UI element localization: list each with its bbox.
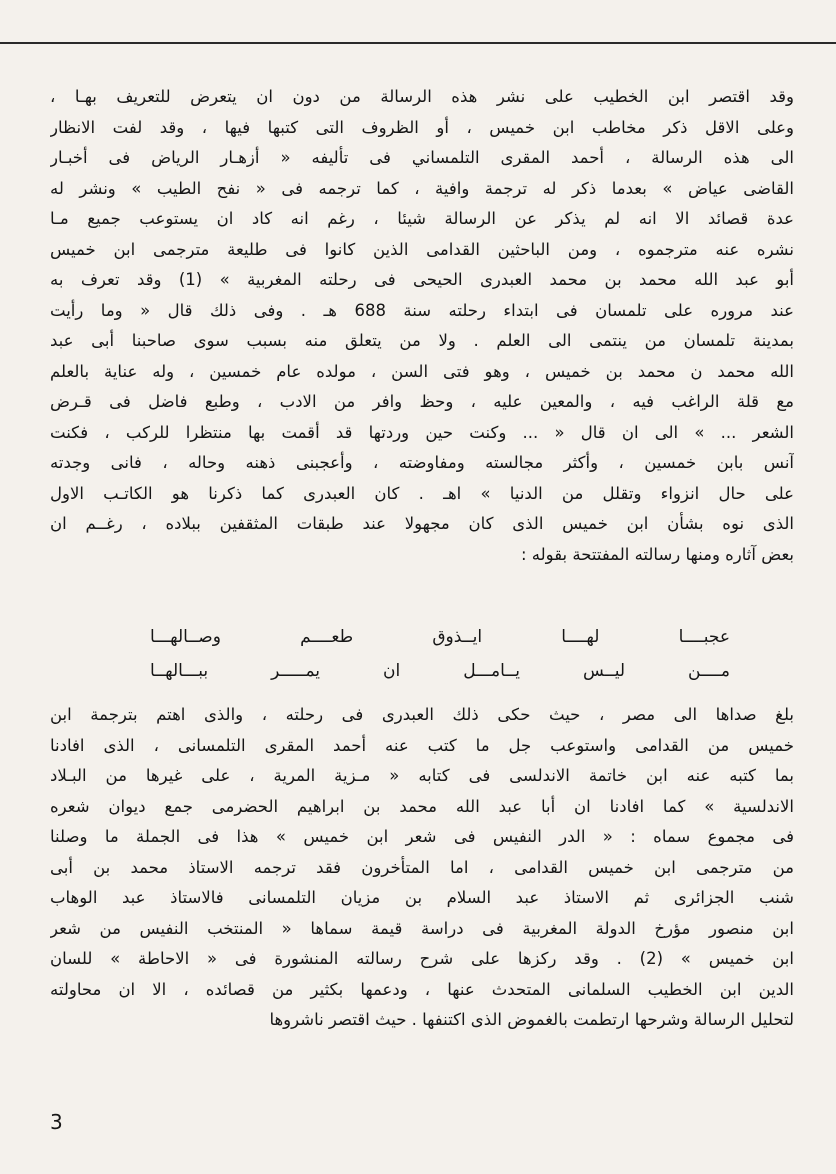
text-line: الله محمد ن محمد بن خميس ، وهو فتى السن ، مولده عام خمسين ، وله عناية بالعلم — [50, 361, 794, 381]
text-line: ابن خميس » (2) . وقد ركزها على شرح رسالته المنشورة فى « الاحاطة » للسان — [50, 949, 794, 968]
text-line: ابن منصور مؤرخ الدولة المغربية فى دراسة قيمة سماها « المنتخب النفيس من شعر — [50, 918, 794, 938]
text-line: عدة قصائد الا انه لم يذكر عن الرسالة شيئا ، رغم انه كاد ان يستوعب جميع مـا — [50, 209, 794, 228]
text-line: على حال انزواء وتقلل من الدنيا » اهـ . كان العبدرى كما ذكرنا هو الكاتـب الاول — [50, 483, 794, 503]
text-line: مع قلة الراغب فيه ، والمعين عليه ، وحظ وافر من الادب ، وطبع فاضل فى قـرض — [50, 392, 794, 411]
text-line: نشره عنه مترجموه ، ومن الباحثين القدامى الذين كانوا فى طليعة مترجمى ابن خميس — [50, 239, 794, 259]
text-line: القاضى عياض » بعدما ذكر له ترجمة وافية ، كما ترجمه فى « نفح الطيب » ونشر له — [50, 178, 794, 198]
text-line: عند مروره على تلمسان فى ابتداء رحلته سنة 688 هـ . وفى ذلك قال « وما رأيت — [50, 300, 794, 320]
text-line: فى مجموع سماه : « الدر النفيس فى شعر ابن خميس » هذا فى الجملة ما وصلنا — [50, 827, 794, 846]
text-line: أبو عبد الله محمد بن محمد العبدرى الحيحى فى رحلته المغربية » (1) وقد تعرف به — [50, 270, 794, 289]
text-line: وقد اقتصر ابن الخطيب على نشر هذه الرسالة من دون ان يتعرض للتعريف بهـا ، — [50, 87, 794, 106]
text-line: الشعر ... » الى ان قال « ... وكنت حين وردتها قد أقمت بها منتظرا للركب ، فكنت — [50, 422, 794, 442]
text-line: وعلى الاقل ذكر مخاطب ابن خميس ، أو الظروف التى كتبها فيها ، وقد لفت الانظار — [50, 117, 794, 137]
verse-line-1: عجبــــا لهــــا ايــذوق طعــــم وصــالهـــا — [150, 627, 730, 647]
text-line: خميس من القدامى واستوعب جل ما كتب عنه أحمد المقرى التلمسانى ، الذى افادنا — [50, 735, 794, 755]
text-line: بمدينة تلمسان من ينتمى الى العلم . ولا من يتعلق منه بسبب سوى صاحبنا أبى عبد — [50, 331, 794, 350]
text-line: الدين ابن الخطيب السلمانى المتحدث عنها ، ودعمها بكثير من قصائده ، الا ان محاولته — [50, 979, 794, 999]
paragraph-1 — [50, 82, 794, 570]
verse-line-2: مــــن ليــس يــامـــل ان يمـــــر ببـــالهــا — [150, 661, 730, 681]
text-line: من مترجمى ابن خميس القدامى ، اما المتأخرون فقد ترجمه الاستاذ محمد بن أبى — [50, 857, 794, 877]
text-line: بلغ صداها الى مصر ، حيث حكى ذلك العبدرى فى رحلته ، والذى اهتم بترجمة ابن — [50, 705, 794, 724]
text-line: بما كتبه عنه ابن خاتمة الاندلسى فى كتابه « مـزية المرية ، على غيرها من البـلاد — [50, 766, 794, 785]
text-line: لتحليل الرسالة وشرحها ارتطمت بالغموض الذى اكتنفها . حيث اقتصر ناشروها — [269, 1010, 794, 1029]
header-rule — [0, 42, 836, 44]
paragraph-2 — [50, 700, 794, 1036]
text-line: آنس بابن خمسين ، وأكثر مجالسته ومفاوضته ، وأعجبنى ذهنه وحاله ، فانى وجدته — [50, 453, 794, 472]
text-line: بعض آثاره ومنها رسالته المفتتحة بقوله : — [521, 544, 794, 564]
text-line: الاندلسية » كما افادنا ان أبا عبد الله محمد بن ابراهيم الحضرمى جمع ديوان شعره — [50, 796, 794, 816]
text-line: شنب الجزائرى ثم الاستاذ عبد السلام بن مزيان التلمسانى فالاستاذ عبد الوهاب — [50, 888, 794, 907]
page-number: 3 — [50, 1110, 63, 1134]
text-line: الذى نوه بشأن ابن خميس الذى كان مجهولا عند طبقات المثقفين ببلاده ، رغــم ان — [50, 514, 794, 533]
text-line: الى هذه الرسالة ، أحمد المقرى التلمساني فى تأليفه « أزهـار الرياض فى أخبـار — [50, 148, 794, 167]
